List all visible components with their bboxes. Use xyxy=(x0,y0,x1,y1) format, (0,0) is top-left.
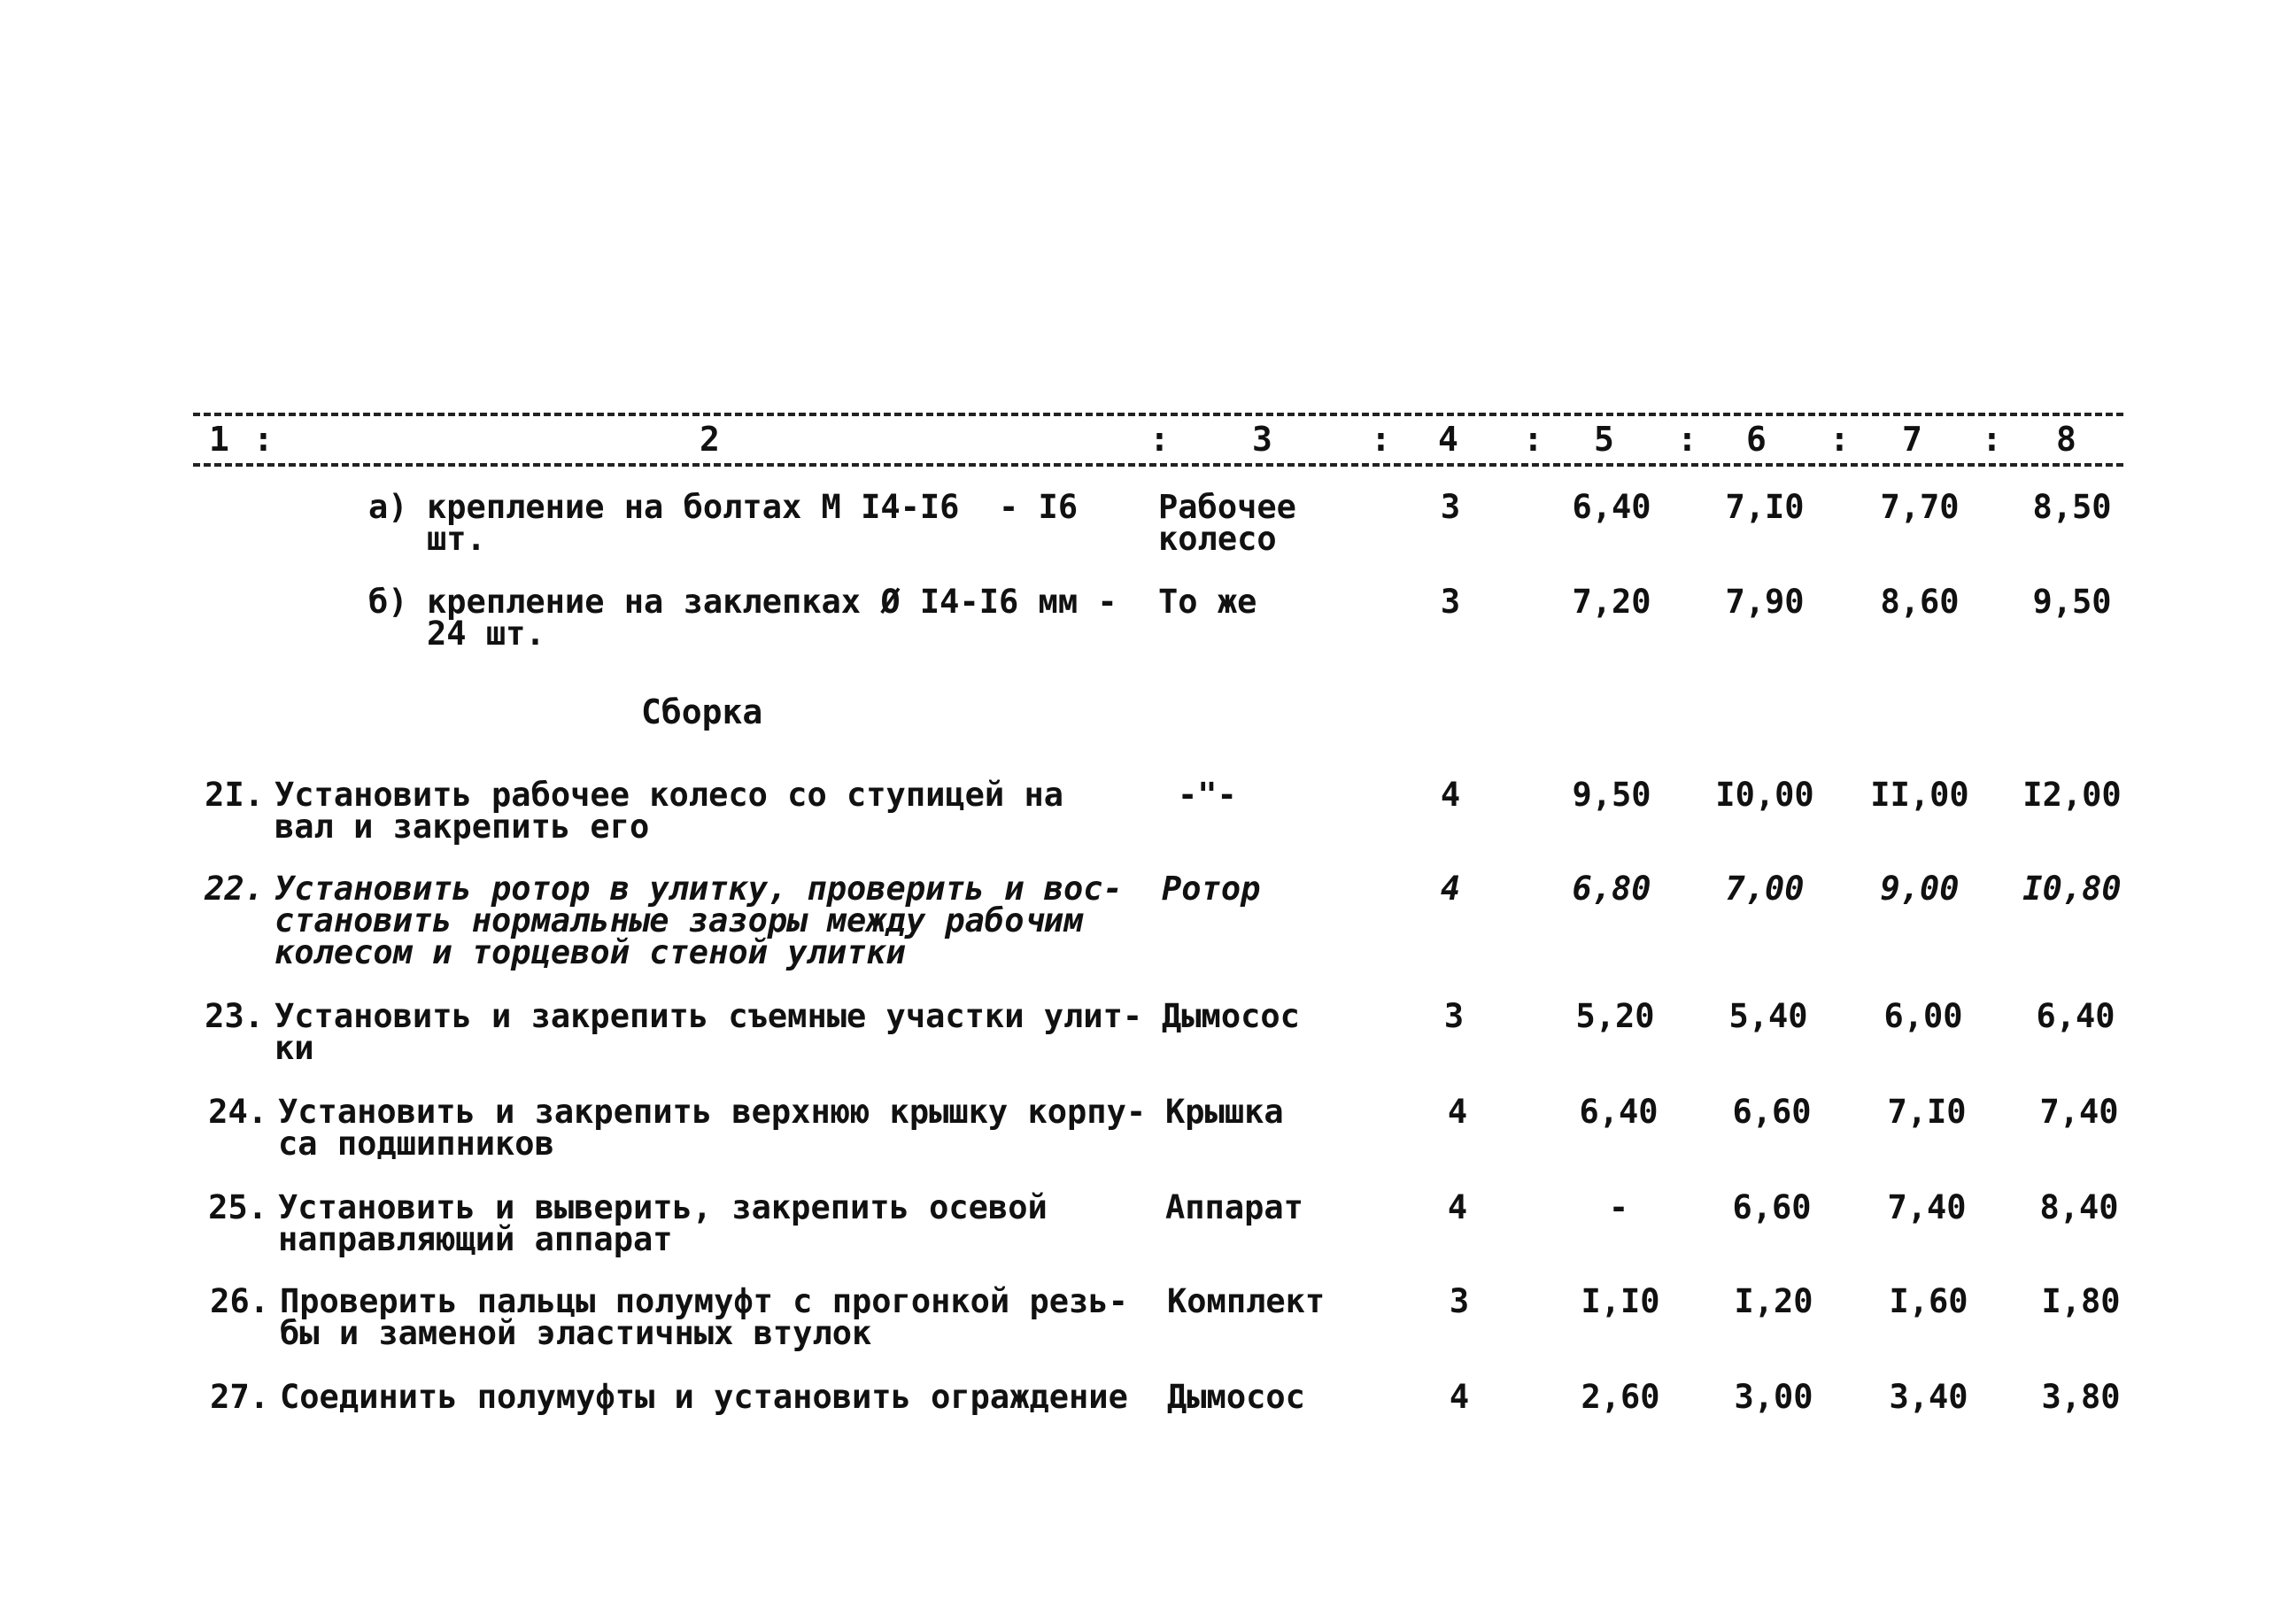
value-col-5: 2,60 xyxy=(1581,1378,1660,1416)
value-col-5: 7,20 xyxy=(1572,583,1651,621)
value-col-6: 3,00 xyxy=(1734,1378,1813,1416)
value-col-8: I,80 xyxy=(2041,1282,2121,1320)
unit-cell: -"- xyxy=(1178,776,1237,814)
row-description: Проверить пальцы полумуфт с прогонкой резь- бы и заменой эластичных втулок xyxy=(280,1282,1128,1352)
value-col-6: I0,00 xyxy=(1715,776,1814,814)
row-description: Установить и закрепить съемные участки улит- ки xyxy=(274,997,1143,1067)
sub-item-description: крепление на болтах М I4-I6 - I6 шт. xyxy=(427,488,1098,558)
header-col-3: 3 xyxy=(1252,420,1272,459)
value-col-6: 7,00 xyxy=(1725,870,1805,908)
header-separator: : xyxy=(1829,420,1850,459)
value-col-7: I,60 xyxy=(1889,1282,1968,1320)
row-number: 25. xyxy=(208,1188,267,1226)
sub-item-label: б) xyxy=(368,583,408,621)
value-col-5: 9,50 xyxy=(1572,776,1651,814)
row-number: 23. xyxy=(205,997,264,1035)
value-col-8: 8,40 xyxy=(2039,1188,2119,1226)
table-header-rule xyxy=(193,463,2123,467)
value-col-8: 6,40 xyxy=(2036,997,2115,1035)
value-col-6: 6,60 xyxy=(1732,1188,1812,1226)
header-separator: : xyxy=(1149,420,1170,459)
value-col-8: 9,50 xyxy=(2032,583,2112,621)
header-col-5: 5 xyxy=(1594,420,1614,459)
value-col-5: 6,40 xyxy=(1572,488,1651,526)
header-separator: : xyxy=(1523,420,1543,459)
row-number: 26. xyxy=(210,1282,269,1320)
value-col-8: I0,80 xyxy=(2022,870,2122,908)
value-col-5: 6,40 xyxy=(1579,1093,1659,1131)
value-col-7: 7,I0 xyxy=(1887,1093,1967,1131)
value-col-7: 9,00 xyxy=(1880,870,1960,908)
unit-cell: Дымосос xyxy=(1167,1378,1305,1416)
row-description: Соединить полумуфты и установить ограждение xyxy=(280,1378,1128,1416)
value-col-8: 7,40 xyxy=(2039,1093,2119,1131)
value-col-7: 8,60 xyxy=(1880,583,1960,621)
row-description: Установить ротор в улитку, проверить и вос- становить нормальные зазоры между рабочим колесом и торцевой стеной улитки xyxy=(274,870,1123,971)
header-col-8: 8 xyxy=(2056,420,2076,459)
unit-cell: Рабочее колесо xyxy=(1158,488,1296,558)
value-col-7: 7,70 xyxy=(1880,488,1960,526)
row-description: Установить и закрепить верхнюю крышку корпу- са подшипников xyxy=(278,1093,1147,1163)
row-number: 27. xyxy=(210,1378,269,1416)
unit-cell: То же xyxy=(1158,583,1257,621)
section-title: Сборка xyxy=(641,692,763,731)
value-col-7: II,00 xyxy=(1870,776,1969,814)
sub-item-label: а) xyxy=(368,488,408,526)
unit-cell: Дымосос xyxy=(1162,997,1300,1035)
row-description: Установить рабочее колесо со ступицей на вал и закрепить его xyxy=(274,776,1064,846)
unit-cell: Аппарат xyxy=(1165,1188,1303,1226)
row-number: 2I. xyxy=(205,776,264,814)
header-col-7: 7 xyxy=(1902,420,1922,459)
value-col-4: 4 xyxy=(1449,1378,1470,1416)
value-col-6: I,20 xyxy=(1734,1282,1813,1320)
header-separator: : xyxy=(253,420,274,459)
value-col-7: 6,00 xyxy=(1883,997,1963,1035)
header-col-2: 2 xyxy=(700,420,720,459)
value-col-4: 4 xyxy=(1440,870,1461,908)
header-separator: : xyxy=(1371,420,1391,459)
value-col-4: 4 xyxy=(1440,776,1461,814)
header-col-1: 1 xyxy=(209,420,229,459)
value-col-5: I,I0 xyxy=(1581,1282,1660,1320)
value-col-8: I2,00 xyxy=(2022,776,2122,814)
value-col-4: 3 xyxy=(1440,488,1461,526)
value-col-8: 3,80 xyxy=(2041,1378,2121,1416)
value-col-5: 5,20 xyxy=(1575,997,1655,1035)
value-col-6: 7,90 xyxy=(1725,583,1805,621)
unit-cell: Ротор xyxy=(1162,870,1261,908)
sub-item-description: крепление на заклепках Ø I4-I6 мм - 24 шт. xyxy=(427,583,1117,653)
row-description: Установить и выверить, закрепить осевой направляющий аппарат xyxy=(278,1188,1048,1258)
unit-cell: Комплект xyxy=(1167,1282,1326,1320)
value-col-4: 3 xyxy=(1449,1282,1470,1320)
header-separator: : xyxy=(1677,420,1697,459)
value-col-4: 4 xyxy=(1447,1093,1468,1131)
row-number: 24. xyxy=(208,1093,267,1131)
header-col-6: 6 xyxy=(1746,420,1767,459)
header-col-4: 4 xyxy=(1438,420,1458,459)
row-number: 22. xyxy=(205,870,264,908)
value-col-7: 7,40 xyxy=(1887,1188,1967,1226)
value-col-4: 3 xyxy=(1443,997,1465,1035)
value-col-5: - xyxy=(1608,1188,1629,1226)
value-col-8: 8,50 xyxy=(2032,488,2112,526)
value-col-6: 5,40 xyxy=(1728,997,1808,1035)
value-col-5: 6,80 xyxy=(1572,870,1651,908)
value-col-4: 3 xyxy=(1440,583,1461,621)
value-col-4: 4 xyxy=(1447,1188,1468,1226)
value-col-6: 6,60 xyxy=(1732,1093,1812,1131)
unit-cell: Крышка xyxy=(1165,1093,1284,1131)
value-col-7: 3,40 xyxy=(1889,1378,1968,1416)
header-separator: : xyxy=(1982,420,2002,459)
value-col-6: 7,I0 xyxy=(1725,488,1805,526)
table-top-rule xyxy=(193,413,2123,416)
